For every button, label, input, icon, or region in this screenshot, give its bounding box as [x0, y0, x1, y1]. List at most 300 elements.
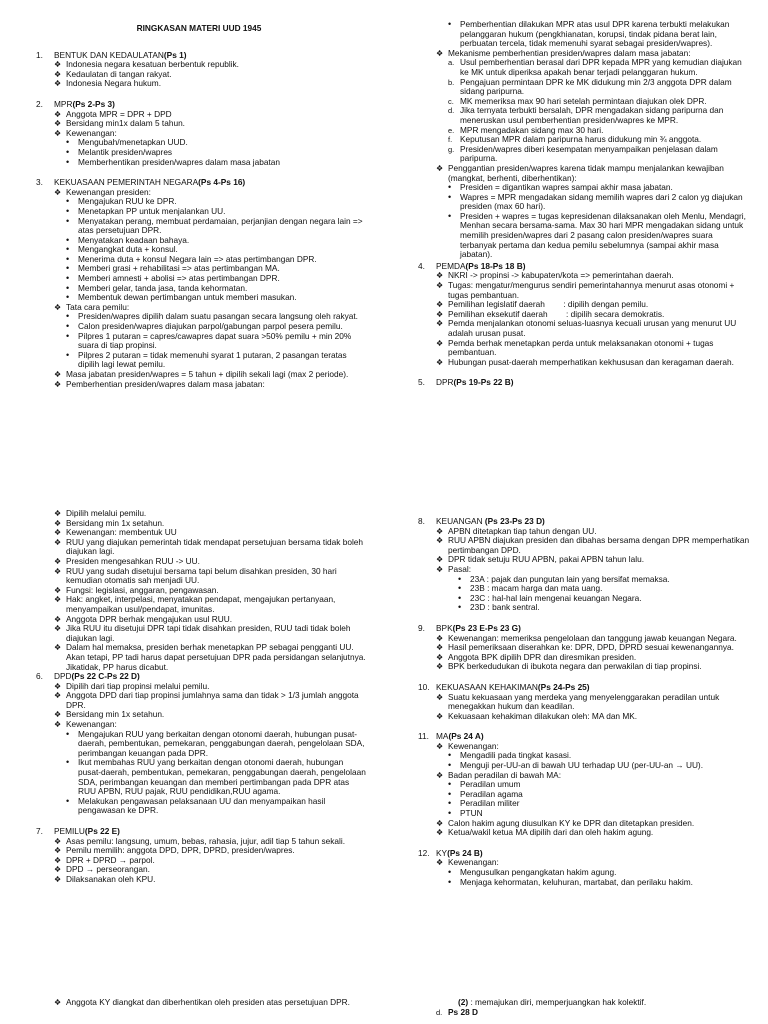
diamond-bullet-icon: ❖: [436, 281, 444, 291]
section-pasal: (Ps 23 E-Ps 23 G): [452, 622, 521, 633]
list-item: [412, 358, 750, 368]
list-item: [412, 536, 750, 555]
section: [30, 100, 368, 167]
list-item-text: MK memeriksa max 90 hari setelah permintaan diajukan olek DPR.: [460, 95, 707, 106]
section-title: MA: [436, 731, 449, 742]
section-number: 4.: [418, 260, 425, 271]
list-item: [30, 758, 368, 796]
list-item: [412, 693, 750, 712]
diamond-bullet-icon: ❖: [54, 855, 62, 865]
diamond-bullet-icon: ❖: [54, 681, 62, 691]
diamond-bullet-icon: ❖: [436, 828, 444, 838]
bullet-icon: •: [448, 798, 452, 809]
list-item-text: Calon presiden/wapres diajukan parpol/gabungan parpol pesera pemilu.: [78, 321, 343, 332]
right-column-middle: [412, 517, 750, 887]
list-item: [412, 78, 750, 97]
bullet-icon: •: [66, 795, 70, 806]
diamond-bullet-icon: ❖: [436, 555, 444, 565]
list-item: [30, 595, 368, 614]
list-item-text: Memberi gelar, tanda jasa, tanda kehormatan.: [78, 282, 248, 293]
bullet-icon: •: [448, 788, 452, 799]
diamond-bullet-icon: ❖: [436, 662, 444, 672]
right-column-top: [412, 20, 750, 388]
section-title: KEKUASAAN KEHAKIMAN: [436, 681, 538, 692]
list-item-text: Kekuasaan kehakiman dilakukan oleh: MA dan MK.: [448, 710, 638, 721]
list-item: [30, 730, 368, 759]
bullet-icon: •: [448, 808, 452, 819]
list-item-text: Memberi grasi + rehabilitasi => atas pertimbangan MA.: [78, 263, 280, 274]
bullet-icon: •: [448, 182, 452, 193]
diamond-bullet-icon: ❖: [54, 379, 62, 389]
diamond-bullet-icon: ❖: [54, 537, 62, 547]
diamond-bullet-icon: ❖: [54, 518, 62, 528]
list-item: [412, 712, 750, 722]
right-column-bottom: [412, 998, 750, 1017]
section: [412, 732, 750, 838]
diamond-bullet-icon: ❖: [54, 720, 62, 730]
diamond-bullet-icon: ❖: [54, 79, 62, 89]
bullet-icon: •: [66, 253, 70, 264]
list-item-text: Presiden/wapres diberi kesempatan menyampaikan penjelasan dalam paripurna.: [460, 143, 718, 164]
section-number: 10.: [418, 681, 430, 692]
list-item-text: Bersidang min1x dalam 5 tahun.: [66, 118, 185, 129]
list-item-text: Mengadili pada tingkat kasasi.: [460, 750, 572, 761]
list-item-text: Pengajuan permintaan DPR ke MK didukung min 2/3 anggota DPR dalam sidang paripurna.: [460, 76, 732, 97]
diamond-bullet-icon: ❖: [436, 526, 444, 536]
section-number: 11.: [418, 731, 429, 742]
diamond-bullet-icon: ❖: [436, 770, 444, 780]
list-item-text: Melakukan pengawasan pelaksanaan UU dan menyampaikan hasil pengawasan ke DPR.: [78, 795, 326, 816]
bullet-icon: •: [448, 760, 452, 771]
section-title: DPD: [54, 671, 72, 682]
list-item: [412, 878, 750, 888]
list-item-text: Calon hakim agung diusulkan KY ke DPR dan ditetapkan presiden.: [448, 817, 695, 828]
diamond-bullet-icon: ❖: [54, 556, 62, 566]
list-item-text: NKRI -> propinsi -> kabupaten/kota => pemerintahan daerah.: [448, 270, 674, 281]
diamond-bullet-icon: ❖: [436, 319, 444, 329]
list-item-text: MPR mengadakan sidang max 30 hari.: [460, 124, 604, 135]
bullet-icon: •: [66, 215, 70, 226]
list-letter: d.: [448, 106, 455, 116]
list-item-text: RUU yang diajukan pemerintah tidak mendapat persetujuan bersama tidak boleh diajukan lagi.: [66, 536, 364, 557]
left-middle-sections: [30, 672, 368, 884]
list-item-text: Dalam hal memaksa, presiden berhak menetapkan PP sebagai pengganti UU. Akan tetapi, PP tadi harus dapat persetujuan DPR pada persidangan selanjutnya. Jikatidak, PP harus dicabut.: [66, 642, 366, 672]
list-item-text: Dipilih dari tiap propinsi melalui pemilu.: [66, 680, 210, 691]
list-item-text: Dipilih melalui pemilu.: [66, 508, 147, 518]
list-item: [30, 624, 368, 643]
bullet-icon: •: [448, 867, 452, 877]
section-pasal: (Ps 24 B): [447, 847, 483, 858]
right-middle-sections: [412, 517, 750, 887]
diamond-bullet-icon: ❖: [54, 187, 62, 197]
list-item-text: Mengubah/menetapkan UUD.: [78, 137, 188, 148]
list-item: [412, 319, 750, 338]
section: [412, 262, 750, 368]
bullet-icon: •: [66, 244, 70, 255]
diamond-bullet-icon: ❖: [436, 309, 444, 319]
list-item-text: Peradilan agama: [460, 788, 523, 799]
bullet-icon: •: [458, 573, 462, 584]
section-number: 8.: [418, 516, 425, 526]
list-item: [412, 603, 750, 613]
list-item-text: Indonesia negara kesatuan berbentuk republik.: [66, 59, 239, 70]
list-item-text: Mengusulkan pengangkatan hakim agung.: [460, 867, 617, 877]
list-item-text: Anggota DPD dari tiap propinsi jumlahnya sama dan tidak > 1/3 jumlah anggota DPR.: [66, 690, 359, 710]
list-item-text: PTUN: [460, 808, 483, 819]
list-item-text: Menetapkan PP untuk menjalankan UU.: [78, 205, 226, 216]
diamond-bullet-icon: ❖: [436, 741, 444, 751]
ps-28d-line: [412, 1008, 750, 1018]
diamond-bullet-icon: ❖: [436, 564, 444, 574]
list-item-text: Usul pemberhentian berasal dari DPR kepada MPR yang kemudian diajukan ke MK untuk diperiksa apakah benar terjadi pelanggaran hukum.: [460, 57, 742, 77]
section: [412, 849, 750, 887]
list-item-text: Pilpres 2 putaran = tidak memenuhi syarat 1 putaran, 2 pasangan teratas dipilih lagi lewat pemilu.: [78, 349, 347, 370]
diamond-bullet-icon: ❖: [436, 48, 444, 58]
list-item-text: Pemda menjalankan otonomi seluas-luasnya kecuali urusan yang menurut UU adalah urusan pusat.: [448, 318, 737, 338]
section-pasal: (Ps 19-Ps 22 B): [453, 377, 514, 388]
list-item: [412, 281, 750, 300]
list-item: [30, 691, 368, 710]
list-letter: b.: [448, 77, 455, 87]
diamond-bullet-icon: ❖: [54, 128, 62, 138]
hak-number: (2): [458, 997, 469, 1007]
list-item: [30, 79, 368, 89]
section: [412, 378, 750, 388]
bullet-icon: •: [66, 757, 70, 768]
left-column-top: [30, 20, 368, 389]
list-item-text: Anggota DPR berhak mengajukan usul RUU.: [66, 613, 233, 624]
section: [30, 178, 368, 389]
diamond-bullet-icon: ❖: [436, 818, 444, 828]
bullet-icon: •: [448, 210, 452, 221]
left-column-middle: [30, 509, 368, 885]
list-item: [30, 332, 368, 351]
bullet-icon: •: [458, 602, 462, 613]
list-item-text: Indonesia Negara hukum.: [66, 78, 162, 89]
diamond-bullet-icon: ❖: [436, 271, 444, 281]
bullet-icon: •: [448, 779, 452, 790]
bullet-icon: •: [66, 146, 70, 157]
diamond-bullet-icon: ❖: [54, 109, 62, 119]
list-item-text: Asas pemilu: langsung, umum, bebas, rahasia, jujur, adil tiap 5 tahun sekali.: [66, 835, 346, 846]
list-item-text: Ketua/wakil ketua MA dipilih dari dan oleh hakim agung.: [448, 827, 654, 838]
list-item: [412, 594, 750, 604]
list-letter: g.: [448, 144, 455, 154]
section-number: 6.: [36, 671, 43, 682]
diamond-bullet-icon: ❖: [54, 595, 62, 605]
section-heading: [412, 378, 750, 388]
list-item-text: Kewenangan presiden:: [66, 186, 151, 197]
list-item: [412, 193, 750, 212]
diamond-bullet-icon: ❖: [54, 528, 62, 538]
list-item-text: Tugas: mengatur/mengurus sendiri pemerintahannya menurut asas otonomi + tugas pembantuan.: [448, 280, 735, 300]
diamond-bullet-icon: ❖: [54, 643, 62, 653]
diamond-bullet-icon: ❖: [436, 300, 444, 310]
list-item-text: RUU yang sudah disetujui bersama tapi belum disahkan presiden, 30 hari kemudian otomatis sah menjadi UU.: [66, 565, 337, 586]
diamond-bullet-icon: ❖: [436, 163, 444, 173]
bullet-icon: •: [66, 282, 70, 293]
list-item-text: Pilpres 1 putaran = capres/cawapres dapat suara >50% pemilu + min 20% suara di tiap propinsi.: [78, 330, 352, 351]
bullet-icon: •: [66, 349, 70, 360]
diamond-bullet-icon: ❖: [436, 338, 444, 348]
diamond-bullet-icon: ❖: [54, 614, 62, 624]
list-item-text: Mengangkat duta + konsul.: [78, 244, 178, 255]
list-item-text: Kewenangan:: [66, 127, 117, 138]
list-item: [412, 339, 750, 358]
list-item-text: Pemberhentian dilakukan MPR atas usul DPR karena terbukti melakukan pelanggaran hukum (pengkhianatan, korupsi, tindak pidana berat lain, perbuatan tercela, tidak memenuhi syarat sebagai presiden/wapres).: [460, 19, 730, 49]
section-title: PEMDA: [436, 260, 466, 271]
list-letter: f.: [448, 135, 453, 145]
list-item-text: DPD → perseorangan.: [66, 864, 150, 875]
list-item-text: Badan peradilan di bawah MA:: [448, 769, 562, 780]
list-item-text: Melantik presiden/wapres: [78, 146, 173, 157]
list-item-text: Menjaga kehormatan, keluhuran, martabat, dan perilaku hakim.: [460, 876, 693, 887]
ky-continuation: [30, 998, 368, 1008]
list-item-text: Anggota BPK dipilih DPR dan diresmikan presiden.: [448, 651, 637, 662]
bullet-icon: •: [66, 263, 70, 274]
list-item-text: 23B : macam harga dan mata uang.: [470, 583, 603, 594]
list-item: [30, 380, 368, 390]
list-item: [412, 662, 750, 672]
diamond-bullet-icon: ❖: [436, 652, 444, 662]
list-item: [30, 538, 368, 557]
list-item-text: Menguji per-UU-an di bawah UU terhadap UU (per-UU-an → UU).: [460, 760, 703, 771]
bullet-icon: •: [448, 19, 452, 29]
bullet-icon: •: [458, 583, 462, 594]
list-item-text: Mengajukan RUU yang berkaitan dengan otonomi daerah, hubungan pusat-daerah, pembentukan, pemekaran, penggabungan daerah, pengelolaan SDA, perimbangan keuangan pada DPR.: [78, 728, 365, 758]
diamond-bullet-icon: ❖: [54, 691, 62, 701]
diamond-bullet-icon: ❖: [54, 69, 62, 79]
list-item-text: Hubungan pusat-daerah memperhatikan kekhususan dan keragaman daerah.: [448, 356, 734, 367]
list-item-text: Peradilan umum: [460, 779, 521, 790]
list-item-text: Pemilu memilih: anggota DPD, DPR, DPRD, presiden/wapres.: [66, 845, 295, 856]
list-item-text: Kedaulatan di tangan rakyat.: [66, 68, 172, 79]
section: [30, 51, 368, 89]
list-item-text: Pemilihan legislatif daerah : dipilih dengan pemilu.: [448, 299, 649, 310]
list-item: [412, 106, 750, 125]
section-pasal: (Ps 22 C-Ps 22 D): [71, 671, 140, 682]
list-item-text: Jika ternyata terbukti bersalah, DPR mengadakan sidang paripurna dan meneruskan usul pemberhentian presiden/wapres ke MPR.: [460, 105, 724, 125]
section-pasal: (Ps 24-Ps 25): [537, 681, 590, 692]
list-item-text: Presiden + wapres = tugas kepresidenan dilaksanakan oleh Menlu, Mendagri, Menhan secara bersama-sama. Max 30 hari MPR mengadakan sidang untuk memilih presiden/wapres dari 2 pasang calon presiden/wapres suara terbanyak pertama dan kedua pemilu sebelumnya (sampai akhir masa jabatan).: [460, 210, 746, 260]
list-item-text: Pemilihan eksekutif daerah : dipilih secara demokratis.: [448, 308, 665, 319]
diamond-bullet-icon: ❖: [54, 865, 62, 875]
bullet-icon: •: [66, 311, 70, 322]
list-item-text: Menyatakan keadaan bahaya.: [78, 234, 190, 245]
list-letter: a.: [448, 58, 455, 68]
list-item-text: Keputusan MPR dalam paripurna harus didukung min ¾ anggota.: [460, 134, 702, 145]
list-item: [412, 164, 750, 183]
list-item-text: Kewenangan:: [448, 740, 499, 751]
section: [412, 517, 750, 613]
list-item-text: Presiden = digantikan wapres sampai akhir masa jabatan.: [460, 182, 673, 193]
bullet-icon: •: [66, 330, 70, 341]
list-item-text: RUU APBN diajukan presiden dan dibahas bersama dengan DPR memperhatikan pertimbangan DPD.: [448, 535, 750, 555]
diamond-bullet-icon: ❖: [436, 357, 444, 367]
list-item: [30, 567, 368, 586]
diamond-bullet-icon: ❖: [436, 536, 444, 546]
document-title: RINGKASAN MATERI UUD 1945: [136, 23, 262, 33]
list-item-text: Penggantian presiden/wapres karena tidak mampu menjalankan kewajiban (mangkat, berhenti, diberhentikan):: [448, 162, 724, 183]
section: [30, 672, 368, 816]
list-item-text: Mengajukan RUU ke DPR.: [78, 196, 177, 207]
section-title: KEUANGAN: [436, 516, 485, 526]
section-title: MPR: [54, 98, 73, 109]
bullet-icon: •: [66, 728, 70, 739]
list-item-text: Fungsi: legislasi, anggaran, pengawasan.: [66, 584, 219, 595]
list-item: [30, 875, 368, 885]
section-number: 12.: [418, 847, 430, 858]
list-item-text: Peradilan militer: [460, 798, 520, 809]
list-item-text: Bersidang min 1x setahun.: [66, 709, 165, 720]
section-title: PEMILU: [54, 826, 85, 836]
list-item-text: 23D : bank sentral.: [470, 602, 540, 613]
list-item: [30, 217, 368, 236]
list-item-text: 23C : hal-hal lain mengenai keuangan Negara.: [470, 592, 642, 603]
diamond-bullet-icon: ❖: [54, 60, 62, 70]
section-pasal: (Ps 2-Ps 3): [72, 98, 115, 109]
bullet-icon: •: [448, 876, 452, 887]
section-number: 9.: [418, 622, 425, 633]
section: [412, 624, 750, 672]
diamond-bullet-icon: ❖: [436, 633, 444, 643]
section-pasal: (Ps 1): [163, 49, 187, 60]
list-item-text: Presiden mengesahkan RUU -> UU.: [66, 555, 200, 566]
diamond-bullet-icon: ❖: [436, 643, 444, 653]
diamond-bullet-icon: ❖: [54, 509, 62, 518]
section-pasal: (Ps 24 A): [448, 731, 484, 742]
ps-28d-label: Ps 28 D: [448, 1006, 478, 1017]
bullet-icon: •: [66, 234, 70, 245]
section-title: BPK: [436, 622, 453, 633]
left-column-bottom: [30, 998, 368, 1008]
diamond-bullet-icon: ❖: [54, 566, 62, 576]
diamond-bullet-icon: ❖: [54, 998, 62, 1007]
hak-text: : memajukan diri, memperjuangkan hak kolektif.: [468, 997, 647, 1007]
list-item-text: Memberi amnesti + abolisi => atas pertimbangan DPR.: [78, 273, 280, 284]
list-item-text: Kewenangan: membentuk UU: [66, 527, 177, 538]
section-number: 7.: [36, 826, 43, 836]
diamond-bullet-icon: ❖: [54, 710, 62, 720]
list-item-text: Menerima duta + konsul Negara lain => atas pertimbangan DPR.: [78, 253, 317, 264]
list-letter: e.: [448, 125, 455, 135]
list-item-text: DPR tidak setuju RUU APBN, pakai APBN tahun lalu.: [448, 554, 644, 565]
right-top-items: [412, 20, 750, 260]
list-item-text: APBN ditetapkan tiap tahun dengan UU.: [448, 525, 597, 536]
list-item: [412, 145, 750, 164]
list-item-text: Wapres = MPR mengadakan sidang memilih wapres dari 2 calon yg diajukan presiden (max 60 hari).: [460, 191, 743, 212]
list-letter: c.: [448, 96, 454, 106]
bullet-icon: •: [448, 191, 452, 202]
list-item-text: Pemberhentian presiden/wapres dalam masa jabatan:: [66, 378, 265, 389]
list-item-text: Bersidang min 1x setahun.: [66, 517, 165, 528]
list-item-text: Kewenangan: memeriksa pengelolaan dan tanggung jawab keuangan Negara.: [448, 632, 737, 643]
diamond-bullet-icon: ❖: [436, 711, 444, 721]
section-title: KY: [436, 847, 448, 858]
section: [412, 683, 750, 721]
list-item: [30, 643, 368, 672]
diamond-bullet-icon: ❖: [54, 585, 62, 595]
diamond-bullet-icon: ❖: [436, 692, 444, 702]
section-pasal: (Ps 22 E): [84, 826, 120, 836]
diamond-bullet-icon: ❖: [54, 846, 62, 856]
list-item-text: Menyatakan perang, membuat perdamaian, perjanjian dengan negara lain => atas persetujuan DPR.: [78, 215, 363, 236]
section-title: BENTUK DAN KEDAULATAN: [54, 49, 164, 60]
section-pasal: (Ps 4-Ps 16): [198, 177, 246, 188]
list-item-text: Kewenangan:: [66, 719, 117, 730]
section: [30, 827, 368, 885]
diamond-bullet-icon: ❖: [54, 874, 62, 884]
list-item-text: Hak: angket, interpelasi, menyatakan pendapat, mengajukan pertanyaan, menyampaikan usul/pendapat, imunitas.: [66, 594, 336, 614]
list-item-text: Hasil pemeriksaan diserahkan ke: DPR, DPD, DPRD sesuai kewenangannya.: [448, 642, 734, 653]
list-item-text: Presiden/wapres dipilih dalam suatu pasangan secara langsung oleh rakyat.: [78, 311, 358, 322]
list-item-text: Tata cara pemilu:: [66, 301, 130, 312]
list-item-text: 23A : pajak dan pungutan lain yang bersifat memaksa.: [470, 573, 670, 584]
bullet-icon: •: [66, 156, 70, 167]
bullet-icon: •: [66, 205, 70, 216]
section-title: DPR: [436, 377, 454, 388]
diamond-bullet-icon: ❖: [436, 858, 444, 868]
diamond-bullet-icon: ❖: [54, 302, 62, 312]
diamond-bullet-icon: ❖: [54, 370, 62, 379]
section-title: KEKUASAAN PEMERINTAH NEGARA: [54, 177, 199, 188]
diamond-bullet-icon: ❖: [54, 836, 62, 846]
section-number: 1.: [36, 49, 43, 60]
list-item: [30, 998, 368, 1008]
list-item-text: Anggota MPR = DPR + DPD: [66, 108, 172, 119]
dpr-items: [30, 509, 368, 672]
list-item-text: Pasal:: [448, 563, 472, 574]
section-number: 2.: [36, 98, 43, 109]
list-item-text: Anggota KY diangkat dan diberhentikan oleh presiden atas persetujuan DPR.: [66, 997, 350, 1007]
section-pasal: (Ps 18-Ps 18 B): [465, 260, 526, 271]
list-item-text: Mekanisme pemberhentian presiden/wapres dalam masa jabatan:: [448, 47, 691, 58]
list-item: [412, 20, 750, 49]
diamond-bullet-icon: ❖: [54, 624, 62, 634]
list-item-text: BPK berkedudukan di ibukota negara dan perwakilan di tiap propinsi.: [448, 661, 702, 672]
list-item: [412, 828, 750, 838]
bullet-icon: •: [448, 750, 452, 761]
bullet-icon: •: [458, 592, 462, 603]
list-item-text: Memberhentikan presiden/wapres dalam masa jabatan: [78, 156, 281, 167]
list-item: [412, 58, 750, 77]
list-item-text: DPR + DPRD → parpol.: [66, 854, 155, 865]
section-pasal: (Ps 23-Ps 23 D): [484, 516, 545, 526]
bullet-icon: •: [66, 273, 70, 284]
diamond-bullet-icon: ❖: [54, 119, 62, 129]
list-item: [30, 351, 368, 370]
bullet-icon: •: [66, 292, 70, 303]
list-item-text: Pemda berhak menetapkan perda untuk melaksanakan otonomi + tugas pembantuan.: [448, 337, 714, 358]
left-top-sections: [30, 51, 368, 390]
list-item-text: Masa jabatan presiden/wapres = 5 tahun + dipilih sekali lagi (max 2 periode).: [66, 369, 349, 379]
list-item-text: Dilaksanakan oleh KPU.: [66, 873, 156, 884]
list-item-text: Ikut membahas RUU yang berkaitan dengan otonomi daerah, hubungan pusat-daerah, pembentukan, pemekaran, penggabungan daerah, pengelolaan SDA, perimbangan keuangan dan memberi pertimbangan pada DPR atas RUU APBN, RUU pajak, RUU pendidikan,RUU agama.: [78, 757, 366, 797]
section-number: 5.: [418, 377, 425, 388]
bullet-icon: •: [66, 137, 70, 148]
list-item-text: Membentuk dewan pertimbangan untuk memberi masukan.: [78, 292, 297, 303]
list-item: [30, 797, 368, 816]
list-item-text: Jika RUU itu disetujui DPR tapi tidak disahkan presiden, RUU tadi tidak boleh diajukan lagi.: [66, 623, 351, 643]
list-item: [30, 158, 368, 168]
right-top-sections: [412, 262, 750, 388]
bullet-icon: •: [66, 321, 70, 332]
list-letter: d.: [436, 1007, 443, 1017]
list-item: [412, 212, 750, 260]
list-item-text: Kewenangan:: [448, 857, 499, 868]
list-item-text: Suatu kekuasaan yang merdeka yang menyelenggarakan peradilan untuk menegakkan hukum dan keadilan.: [448, 691, 720, 712]
section-number: 3.: [36, 177, 43, 188]
